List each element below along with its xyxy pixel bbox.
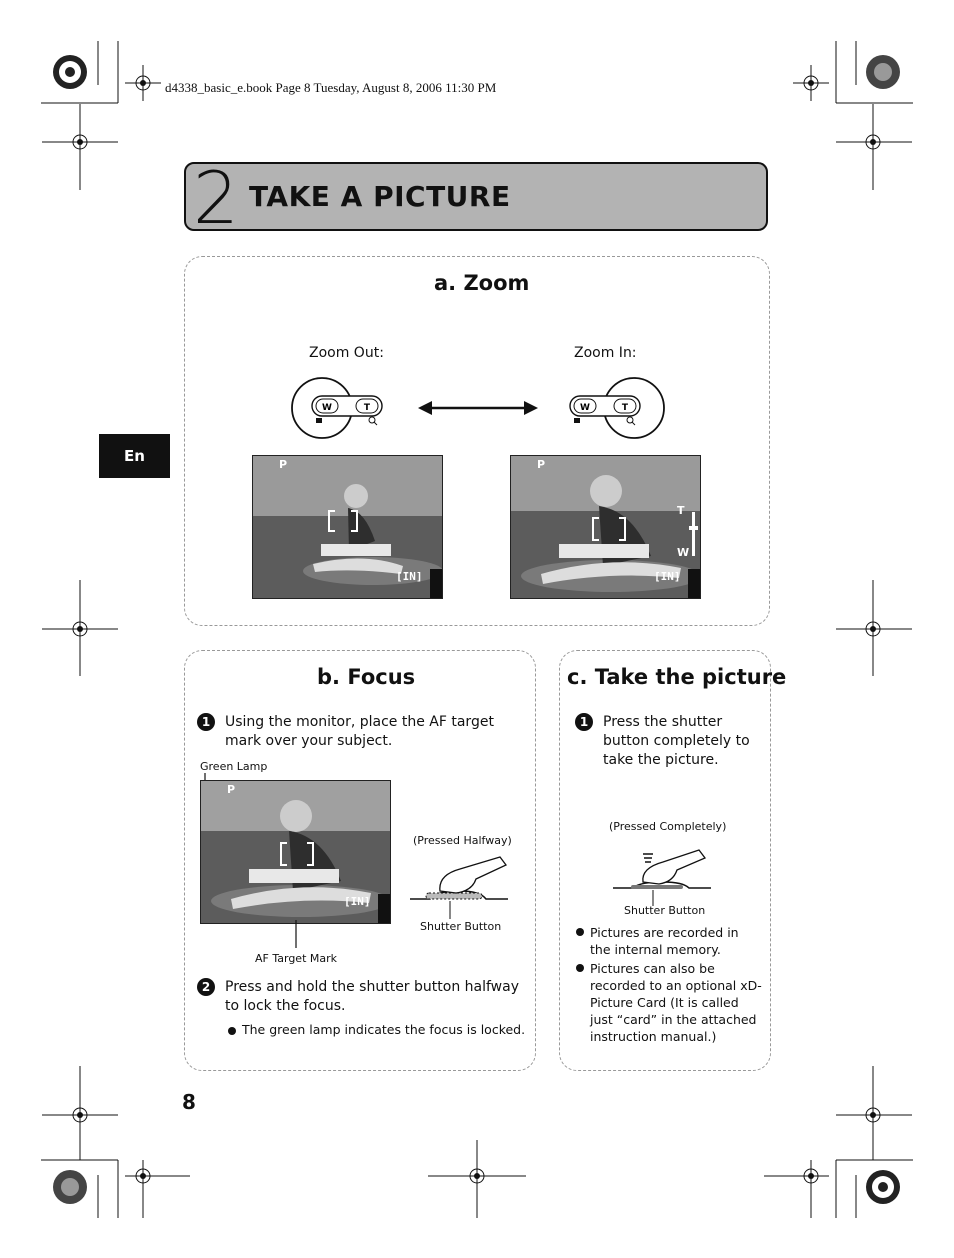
bullet-icon — [576, 928, 584, 936]
w-key-label: W — [322, 403, 332, 413]
take-bullets — [576, 924, 762, 1045]
svg-text:P: P — [279, 458, 288, 471]
take-step-1-badge: 1 — [575, 713, 593, 731]
zoom-out-lever-icon — [288, 375, 388, 441]
pressed-completely-label: (Pressed Completely) — [609, 820, 727, 833]
focus-title: b. Focus — [317, 665, 416, 689]
zoom-out-label: Zoom Out: — [309, 345, 384, 361]
zoom-title: a. Zoom — [434, 271, 530, 295]
t-key-label: T — [363, 403, 371, 413]
zoom-in-preview-image — [510, 455, 701, 599]
zoom-out-preview-image — [252, 455, 443, 599]
zoom-in-label: Zoom In: — [574, 345, 637, 361]
focus-preview-image — [200, 780, 391, 924]
focus-step-2-text: Press and hold the shutter button halfway to lock the focus. — [225, 979, 519, 1014]
svg-text:P: P — [537, 458, 546, 471]
svg-text:[IN]: [IN] — [344, 895, 371, 908]
language-tab: En — [99, 434, 170, 478]
svg-text:W: W — [677, 546, 690, 559]
green-lamp-label: Green Lamp — [200, 760, 268, 773]
svg-text:W: W — [580, 403, 590, 413]
svg-text:T: T — [621, 403, 629, 413]
svg-text:T: T — [677, 504, 685, 517]
shutter-full-press-icon — [613, 848, 713, 906]
take-step-1-text: Press the shutter button completely to take the picture. — [603, 714, 750, 768]
shutter-button-label: Shutter Button — [420, 920, 502, 933]
zoom-in-lever-icon — [566, 375, 666, 441]
af-target-label: AF Target Mark — [255, 952, 338, 965]
bullet-item: Pictures can also be recorded to an optional xD-Picture Card (It is called just “card” in the attached instruction manual.) — [576, 960, 762, 1045]
page-number: 8 — [182, 1090, 196, 1114]
chapter-title: TAKE A PICTURE — [249, 180, 511, 213]
svg-text:P: P — [227, 783, 236, 796]
take-shutter-button-label: Shutter Button — [624, 904, 706, 917]
step-2-badge: 2 — [197, 978, 215, 996]
print-header: d4338_basic_e.book Page 8 Tuesday, August 8, 2006 11:30 PM — [165, 80, 497, 95]
double-arrow-icon — [418, 398, 538, 418]
af-target-pointer — [290, 920, 302, 950]
focus-step-2-note: The green lamp indicates the focus is locked. — [228, 1021, 525, 1038]
chapter-number: 2 — [193, 156, 239, 240]
focus-step-1-text: Using the monitor, place the AF target mark over your subject. — [225, 714, 494, 749]
step-1-badge: 1 — [197, 713, 215, 731]
pressed-halfway-label: (Pressed Halfway) — [413, 834, 512, 847]
take-picture-title: c. Take the picture — [567, 665, 787, 689]
svg-text:[IN]: [IN] — [396, 570, 423, 583]
bullet-icon — [228, 1027, 236, 1035]
shutter-halfway-icon — [410, 855, 510, 920]
bullet-item: Pictures are recorded in the internal memory. — [576, 924, 762, 958]
bullet-icon — [576, 964, 584, 972]
svg-text:[IN]: [IN] — [654, 570, 681, 583]
